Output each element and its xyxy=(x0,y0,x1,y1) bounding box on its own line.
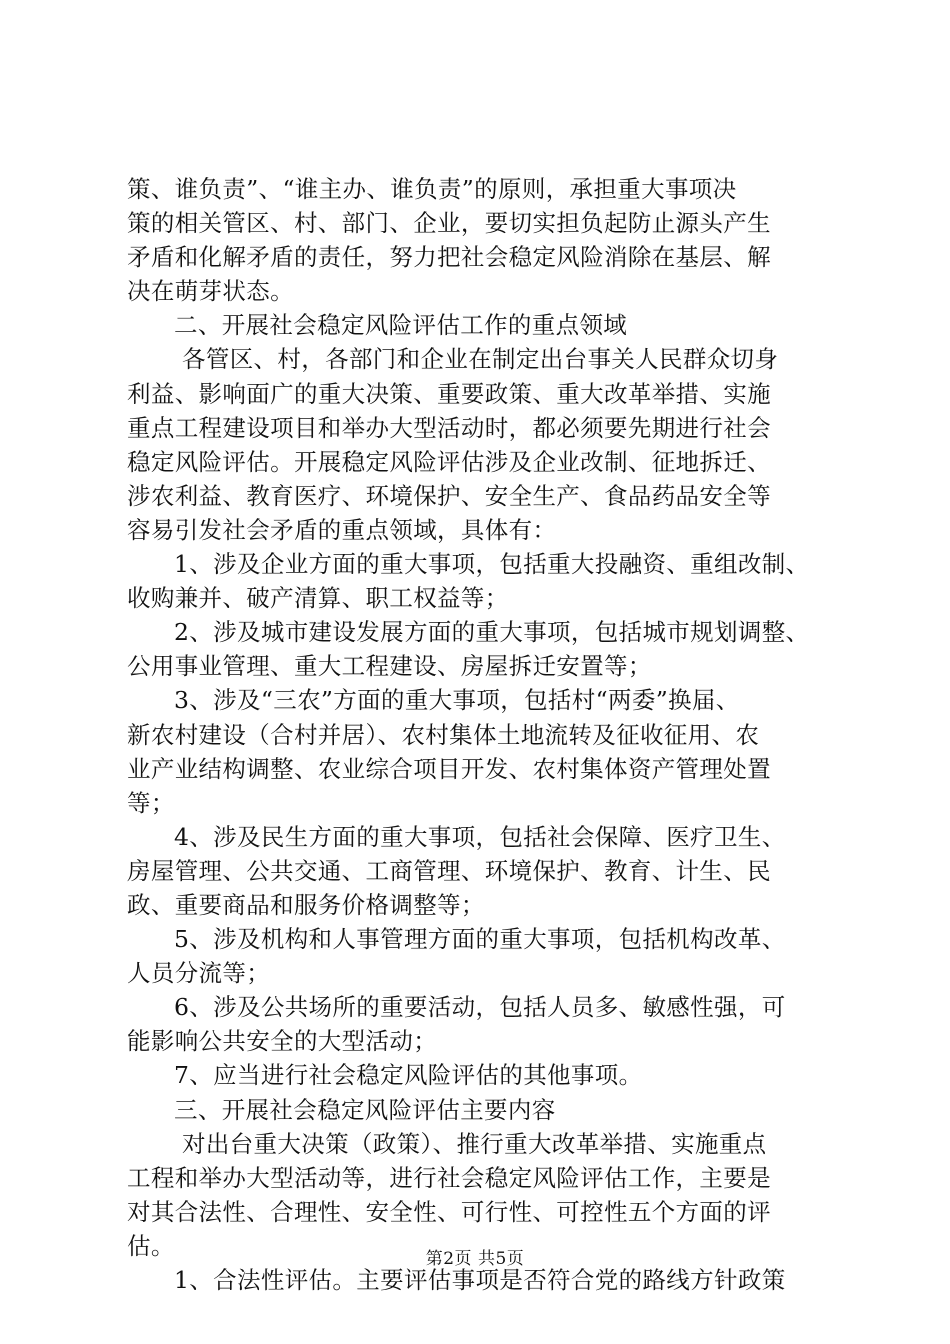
text-line: 业产业结构调整、农业综合项目开发、农村集体资产管理处置 xyxy=(127,754,771,783)
text-line: 重点工程建设项目和举办大型活动时，都必须要先期进行社会 xyxy=(127,413,771,442)
text-line: 矛盾和化解矛盾的责任，努力把社会稳定风险消除在基层、解 xyxy=(127,243,771,272)
text-line: 决在萌芽状态。 xyxy=(127,277,294,306)
text-line: 房屋管理、公共交通、工商管理、环境保护、教育、计生、民 xyxy=(127,856,771,885)
text-line: 新农村建设（合村并居）、农村集体土地流转及征收征用、农 xyxy=(127,720,760,749)
list-item: 6、涉及公共场所的重要活动，包括人员多、敏感性强，可 xyxy=(174,993,786,1022)
text-line: 工程和举办大型活动等，进行社会稳定风险评估工作，主要是 xyxy=(127,1163,771,1192)
text-line: 策的相关管区、村、部门、企业，要切实担负起防止源头产生 xyxy=(127,209,771,238)
list-item: 2、涉及城市建设发展方面的重大事项，包括城市规划调整、 xyxy=(174,618,810,647)
text-line: 稳定风险评估。开展稳定风险评估涉及企业改制、征地拆迁、 xyxy=(127,447,771,476)
list-item: 4、涉及民生方面的重大事项，包括社会保障、医疗卫生、 xyxy=(174,822,786,851)
text-line: 政、重要商品和服务价格调整等； xyxy=(127,890,485,919)
text-line: 容易引发社会矛盾的重点领域，具体有： xyxy=(127,515,557,544)
list-item: 7、应当进行社会稳定风险评估的其他事项。 xyxy=(174,1061,643,1090)
section-heading: 三、开展社会稳定风险评估主要内容 xyxy=(174,1095,556,1124)
text-line: 各管区、村，各部门和企业在制定出台事关人民群众切身 xyxy=(182,345,779,374)
text-line: 收购兼并、破产清算、职工权益等； xyxy=(127,584,509,613)
text-line: 公用事业管理、重大工程建设、房屋拆迁安置等； xyxy=(127,652,652,681)
document-body xyxy=(127,172,835,1297)
text-line: 对其合法性、合理性、安全性、可行性、可控性五个方面的评 xyxy=(127,1197,771,1226)
text-line: 等； xyxy=(127,788,175,817)
section-heading: 二、开展社会稳定风险评估工作的重点领域 xyxy=(174,311,628,340)
text-line: 人员分流等； xyxy=(127,959,271,988)
text-line: 估。 xyxy=(127,1231,175,1260)
text-line: 利益、影响面广的重大决策、重要政策、重大改革举措、实施 xyxy=(127,379,771,408)
text-line: 涉农利益、教育医疗、环境保护、安全生产、食品药品安全等 xyxy=(127,481,771,510)
list-item: 1、合法性评估。主要评估事项是否符合党的路线方针政策 xyxy=(174,1266,786,1294)
text-line: 对出台重大决策（政策）、推行重大改革举措、实施重点 xyxy=(182,1129,767,1158)
list-item: 3、涉及“三农”方面的重大事项，包括村“两委”换届、 xyxy=(174,686,740,715)
list-item: 5、涉及机构和人事管理方面的重大事项，包括机构改革、 xyxy=(174,925,786,954)
page-number-footer: 第2页 共5页 xyxy=(425,1249,525,1269)
list-item: 1、涉及企业方面的重大事项，包括重大投融资、重组改制、 xyxy=(174,550,810,579)
text-line: 策、谁负责”、“谁主办、谁负责”的原则，承担重大事项决 xyxy=(127,175,737,203)
text-line: 能影响公共安全的大型活动； xyxy=(127,1027,438,1056)
